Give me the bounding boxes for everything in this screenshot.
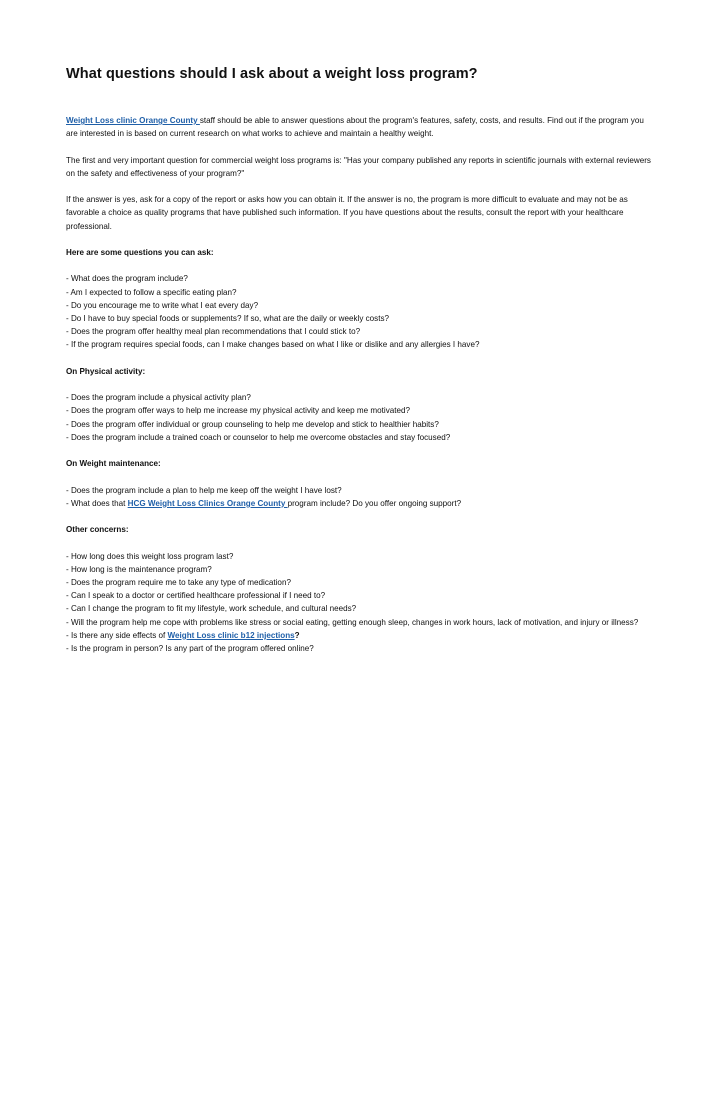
section-heading-other-concerns: Other concerns: <box>66 525 129 535</box>
list-item: - Do I have to buy special foods or supplements? If so, what are the daily or weekly costs? <box>66 313 390 323</box>
list-item: - How long does this weight loss program last? <box>66 551 234 561</box>
list-item: - Will the program help me cope with problems like stress or social eating, getting enough sleep, changes in work hours, lack of motivation, and injury or illness? <box>66 617 639 627</box>
list-item: - Am I expected to follow a specific eating plan? <box>66 287 237 297</box>
section-heading-weight-maintenance: On Weight maintenance: <box>66 459 161 469</box>
list-item: - How long is the maintenance program? <box>66 564 212 574</box>
list-item: - Do you encourage me to write what I eat every day? <box>66 300 259 310</box>
list-item: - Is there any side effects of Weight Loss clinic b12 injections? <box>66 630 300 640</box>
intro-text: staff should be able to answer questions about the program's features, safety, costs, and results. Find out if the program you are interested in is based on current research on what works to achieve and maintain a healthy weight. <box>66 116 644 139</box>
list-item: - Is the program in person? Is any part of the program offered online? <box>66 643 314 653</box>
list-item: - Can I speak to a doctor or certified healthcare professional if I need to? <box>66 591 326 601</box>
list-item: - What does that HCG Weight Loss Clinics Orange County program include? Do you offer ongoing support? <box>66 498 462 508</box>
list-item: - Does the program offer healthy meal plan recommendations that I could stick to? <box>66 327 361 337</box>
hcg-clinics-link[interactable]: HCG Weight Loss Clinics Orange County <box>127 498 288 508</box>
list-item: - Can I change the program to fit my lifestyle, work schedule, and cultural needs? <box>66 604 357 614</box>
section-heading-questions: Here are some questions you can ask: <box>66 247 214 257</box>
list-item: - Does the program include a trained coach or counselor to help me overcome obstacles and stay focused? <box>66 432 451 442</box>
answer-paragraph: If the answer is yes, ask for a copy of the report or asks how you can obtain it. If the answer is no, the program is more difficult to evaluate and may not be as favorable a choice as quality programs that have published such information. If you have questions about the results, consult the report with your healthcare professional. <box>66 195 628 231</box>
list-item: - If the program requires special foods, can I make changes based on what I like or dislike and any allergies I have? <box>66 340 480 350</box>
list-item: - Does the program offer ways to help me increase my physical activity and keep me motivated? <box>66 406 410 416</box>
weight-loss-clinic-link[interactable]: Weight Loss clinic Orange County <box>66 116 200 125</box>
list-item: - Does the program include a plan to help me keep off the weight I have lost? <box>66 485 342 495</box>
section-heading-physical-activity: On Physical activity: <box>66 366 146 376</box>
list-item: - Does the program offer individual or group counseling to help me develop and stick to healthier habits? <box>66 419 439 429</box>
intro-paragraph <box>66 114 656 140</box>
b12-injections-link[interactable]: Weight Loss clinic b12 injections <box>167 630 295 640</box>
document-body <box>66 114 656 655</box>
page-title: What questions should I ask about a weight loss program? <box>66 66 478 82</box>
list-item: - What does the program include? <box>66 274 188 284</box>
list-item: - Does the program require me to take any type of medication? <box>66 577 291 587</box>
list-item: - Does the program include a physical activity plan? <box>66 393 251 403</box>
question-paragraph: The first and very important question for commercial weight loss programs is: "Has your company published any reports in scientific journals with external reviewers on the safety and effectiveness of your program?" <box>66 155 651 178</box>
